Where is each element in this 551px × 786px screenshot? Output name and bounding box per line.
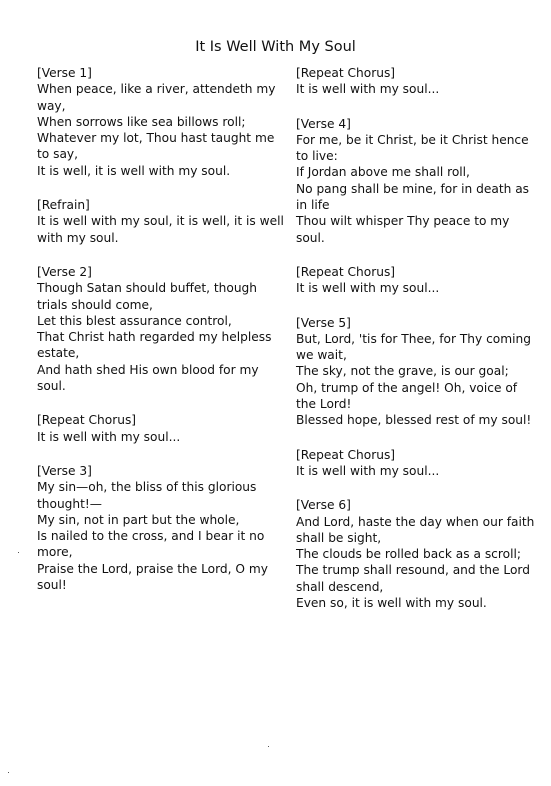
lyric-line: It is well with my soul... — [296, 281, 440, 296]
lyric-line: My sin, not in part but the whole, — [37, 512, 240, 527]
lyric-line: If Jordan above me shall roll, — [296, 165, 470, 180]
lyric-line: It is well with my soul... — [37, 429, 181, 444]
stanza-label: [Verse 2] — [37, 264, 92, 279]
lyric-line: The clouds be rolled back as a scroll; — [296, 547, 521, 562]
lyric-line: When sorrows like sea billows roll; — [37, 114, 246, 129]
lyric-line: It is well, it is well with my soul. — [37, 163, 231, 178]
stanza — [296, 264, 540, 297]
scan-speck — [18, 552, 19, 553]
stanza-label: [Verse 6] — [296, 498, 351, 513]
lyric-line: My sin—oh, the bliss of this glorious thought!— — [37, 480, 257, 511]
lyric-line: Blessed hope, blessed rest of my soul! — [296, 413, 532, 428]
stanza-label: [Verse 4] — [296, 116, 351, 131]
lyric-line: Even so, it is well with my soul. — [296, 596, 487, 611]
scan-speck — [8, 772, 9, 773]
stanza — [37, 65, 287, 179]
lyric-line: Praise the Lord, praise the Lord, O my soul! — [37, 561, 268, 593]
lyric-line: Is nailed to the cross, and I bear it no more, — [37, 529, 265, 560]
stanza-label: [Repeat Chorus] — [296, 264, 396, 279]
stanza — [37, 463, 287, 593]
stanza — [296, 315, 540, 429]
stanza-label: [Repeat Chorus] — [37, 413, 137, 428]
right-column — [296, 65, 540, 629]
stanza-label: [Repeat Chorus] — [296, 447, 396, 462]
lyric-line: It is well with my soul, it is well, it is well with my soul. — [37, 214, 284, 245]
stanza-label: [Repeat Chorus] — [296, 66, 396, 80]
stanza — [37, 412, 287, 445]
stanza-label: [Verse 3] — [37, 463, 92, 478]
stanza-label: [Verse 5] — [296, 315, 351, 330]
stanza — [296, 65, 540, 98]
lyric-line: Whatever my lot, Thou hast taught me to say, — [37, 131, 275, 162]
lyric-line: It is well with my soul... — [296, 463, 440, 478]
stanza — [37, 264, 287, 394]
stanza — [296, 497, 540, 611]
lyric-line: When peace, like a river, attendeth my way, — [37, 82, 276, 113]
lyric-line: The sky, not the grave, is our goal; — [296, 364, 509, 379]
lyric-line: That Christ hath regarded my helpless estate, — [37, 330, 272, 361]
lyric-line: Thou wilt whisper Thy peace to my soul. — [296, 214, 510, 245]
page-title: It Is Well With My Soul — [195, 39, 356, 55]
stanza — [37, 197, 287, 246]
lyric-line: And hath shed His own blood for my soul. — [37, 362, 259, 394]
lyric-line: Let this blest assurance control, — [37, 313, 232, 328]
lyric-line: No pang shall be mine, for in death as in life — [296, 181, 530, 213]
stanza — [296, 116, 540, 246]
lyric-line: Oh, trump of the angel! Oh, voice of the Lord! — [296, 380, 518, 412]
lyric-line: And Lord, haste the day when our faith shall be sight, — [296, 514, 535, 545]
lyric-line: The trump shall resound, and the Lord shall descend, — [296, 563, 530, 594]
lyric-line: But, Lord, 'tis for Thee, for Thy coming we wait, — [296, 331, 531, 363]
lyric-line: It is well with my soul... — [296, 82, 440, 97]
lyric-line: For me, be it Christ, be it Christ hence to live: — [296, 132, 529, 164]
left-column — [37, 65, 287, 611]
scan-speck — [268, 746, 269, 747]
stanza-label: [Refrain] — [37, 198, 90, 213]
stanza — [296, 447, 540, 480]
lyric-line: Though Satan should buffet, though trials should come, — [37, 281, 258, 312]
stanza-label: [Verse 1] — [37, 66, 92, 80]
